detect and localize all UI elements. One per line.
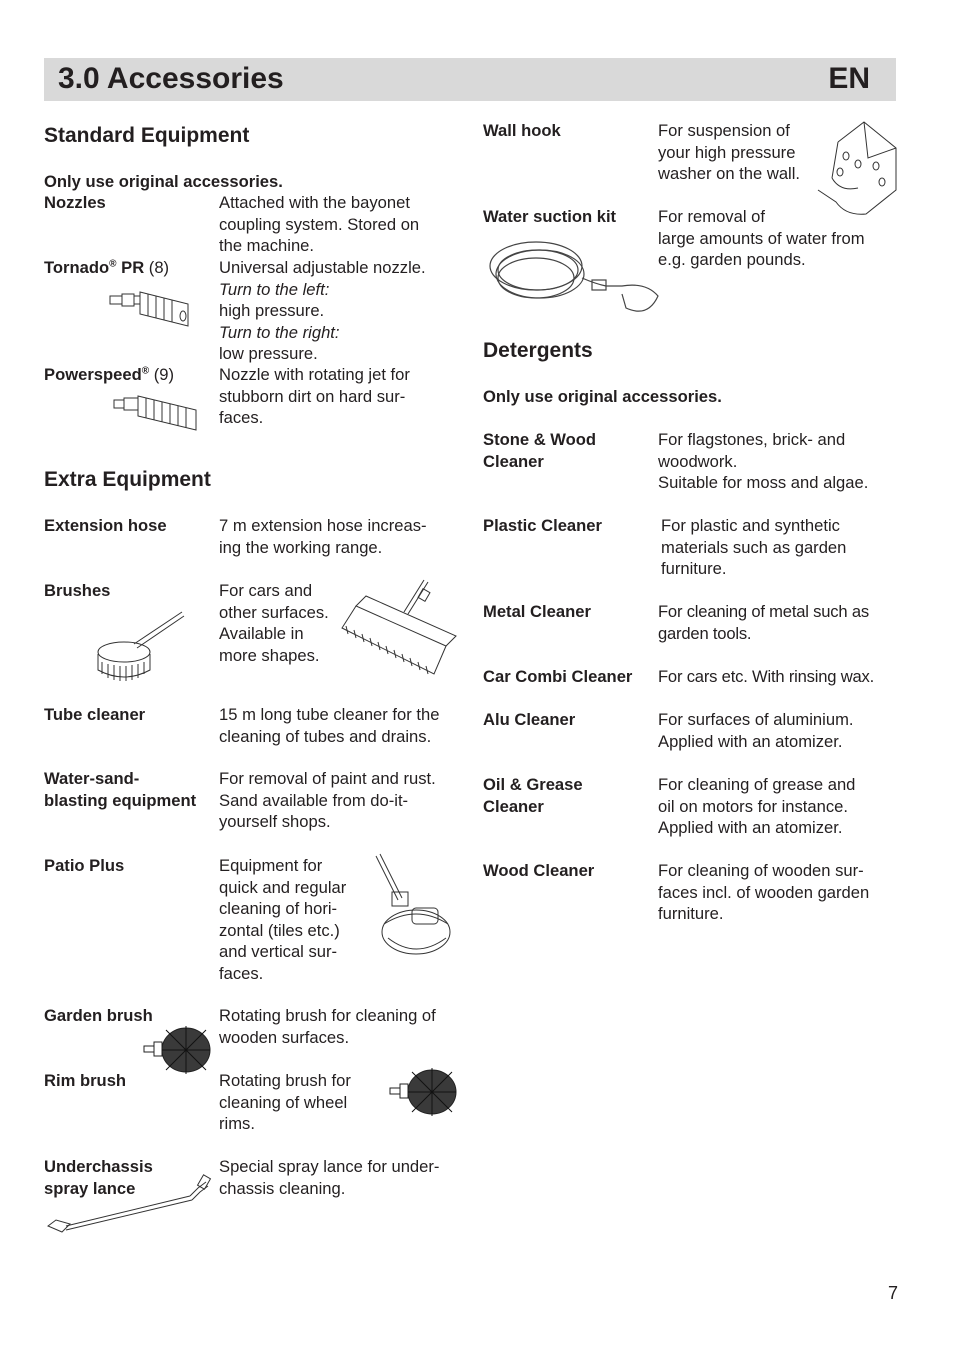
extra-item-label: Tube cleaner <box>44 705 146 724</box>
nozzles-label: Nozzles <box>44 193 106 212</box>
extra-item-label: Extension hose <box>44 516 167 535</box>
desc-line: woodwork. <box>658 451 738 471</box>
label-line: spray lance <box>44 1178 136 1198</box>
detergent-desc <box>658 774 855 839</box>
flat-brush-illustration <box>338 576 460 680</box>
wall-hook-illustration <box>812 118 902 218</box>
desc-line: materials such as garden <box>661 537 847 557</box>
desc-line: furniture. <box>658 904 724 923</box>
desc-line: stubborn dirt on hard sur- <box>219 386 406 406</box>
desc-line: faces. <box>219 963 264 983</box>
extra-item-label: Garden brush <box>44 1006 153 1025</box>
detergent-label <box>483 429 596 472</box>
detergent-desc <box>661 515 846 580</box>
desc-line: Suitable for moss and algae. <box>658 473 869 492</box>
detergent-label: Metal Cleaner <box>483 602 591 621</box>
desc-line: rims. <box>219 1114 255 1133</box>
tornado-suffix: PR <box>116 258 145 277</box>
desc-line: wooden surfaces. <box>219 1027 350 1047</box>
desc-line: Turn to the left: <box>219 279 330 299</box>
tornado-name: Tornado <box>44 258 110 277</box>
desc-line: yourself shops. <box>219 812 331 831</box>
detergent-desc <box>658 429 868 494</box>
desc-line: For flagstones, brick- and <box>658 430 846 449</box>
desc-line: low pressure. <box>219 344 318 363</box>
detergent-label: Plastic Cleaner <box>483 516 602 535</box>
detergents-note: Only use original accessories. <box>483 387 722 406</box>
desc-line: For cleaning of grease and <box>658 775 856 794</box>
section-title: 3.0 Accessories <box>58 62 284 95</box>
extra-item-desc <box>219 1156 439 1199</box>
registered-mark: ® <box>109 258 117 270</box>
powerspeed-nozzle-illustration <box>112 390 198 434</box>
desc-line: For removal of paint and rust. <box>219 769 436 788</box>
standard-note: Only use original accessories. <box>44 172 283 191</box>
desc-line: For surfaces of aluminium. <box>658 710 854 729</box>
desc-line: For removal of <box>658 207 765 226</box>
detergents-heading: Detergents <box>483 339 593 362</box>
desc-line: cleaning of wheel <box>219 1092 348 1112</box>
nozzles-desc <box>219 192 419 257</box>
wall-hook-desc <box>658 120 800 185</box>
extra-item-desc <box>219 704 439 747</box>
detergent-desc <box>658 860 869 925</box>
rim-brush-illustration <box>388 1066 460 1118</box>
extra-item-desc <box>219 515 427 558</box>
extra-item-desc <box>219 855 346 984</box>
garden-brush-illustration <box>142 1024 212 1076</box>
extra-item-desc <box>219 580 329 666</box>
desc-line: cleaning of hori- <box>219 899 338 918</box>
desc-line: coupling system. Stored on <box>219 214 420 234</box>
tornado-number: (8) <box>144 258 170 277</box>
registered-mark: ® <box>141 365 150 377</box>
extra-item-desc <box>219 1070 351 1135</box>
extra-item-label: Rim brush <box>44 1071 127 1090</box>
desc-line: For cleaning of wooden sur- <box>658 861 864 880</box>
desc-line: Available in <box>219 624 304 643</box>
desc-line: high pressure. <box>219 301 325 320</box>
desc-line: e.g. garden pounds. <box>658 250 806 269</box>
desc-line: 7 m extension hose increas- <box>219 516 427 535</box>
desc-line: Equipment for <box>219 856 323 875</box>
label-line: Cleaner <box>483 796 544 816</box>
powerspeed-name: Powerspeed <box>44 365 142 384</box>
desc-line: cleaning of tubes and drains. <box>219 726 432 746</box>
desc-line: For suspension of <box>658 121 790 140</box>
desc-line: Special spray lance for under- <box>219 1157 440 1176</box>
label-line: Water-sand- <box>44 769 140 788</box>
round-brush-illustration <box>94 608 188 684</box>
desc-line: faces incl. of wooden garden <box>658 882 870 902</box>
desc-line: Applied with an atomizer. <box>658 818 843 837</box>
desc-line: For cars etc. With rinsing wax. <box>658 667 875 686</box>
desc-line: Turn to the right: <box>219 322 340 342</box>
powerspeed-desc <box>219 364 410 429</box>
label-line: blasting equipment <box>44 790 197 810</box>
desc-line: furniture. <box>661 559 727 578</box>
spray-lance-illustration <box>42 1174 212 1240</box>
tornado-label <box>44 257 169 279</box>
patio-plus-illustration <box>372 852 460 962</box>
desc-line: Applied with an atomizer. <box>658 731 843 751</box>
desc-line: Nozzle with rotating jet for <box>219 365 410 384</box>
extra-equipment-heading: Extra Equipment <box>44 468 211 491</box>
label-line: Cleaner <box>483 451 544 471</box>
detergent-label: Car Combi Cleaner <box>483 667 633 686</box>
tornado-nozzle-illustration <box>108 286 194 328</box>
detergent-label: Wood Cleaner <box>483 861 595 880</box>
extra-item-label <box>44 768 196 811</box>
desc-line: ing the working range. <box>219 537 383 557</box>
desc-line: Rotating brush for <box>219 1071 351 1090</box>
desc-line: chassis cleaning. <box>219 1178 346 1198</box>
page-number: 7 <box>887 1283 898 1303</box>
tornado-desc <box>219 257 426 365</box>
desc-line: For cleaning of metal such as <box>658 602 869 621</box>
desc-line: faces. <box>219 408 264 427</box>
desc-line: For cars and <box>219 581 313 600</box>
suction-kit-desc <box>658 206 865 271</box>
desc-line: more shapes. <box>219 645 320 665</box>
detergent-desc <box>658 601 869 644</box>
language-code: EN <box>828 62 870 95</box>
desc-line: Attached with the bayonet <box>219 193 410 212</box>
detergent-desc <box>658 666 874 688</box>
label-line: Underchassis <box>44 1157 153 1176</box>
detergent-desc <box>658 709 854 752</box>
suction-kit-illustration <box>486 226 662 326</box>
desc-line: oil on motors for instance. <box>658 796 848 816</box>
detergent-label: Alu Cleaner <box>483 710 576 729</box>
powerspeed-label <box>44 364 174 386</box>
powerspeed-number: (9) <box>149 365 175 384</box>
desc-line: garden tools. <box>658 623 752 643</box>
extra-item-label: Brushes <box>44 581 111 600</box>
desc-line: and vertical sur- <box>219 942 338 961</box>
desc-line: large amounts of water from <box>658 228 865 248</box>
extra-item-label: Patio Plus <box>44 856 125 875</box>
section-header <box>44 58 896 101</box>
desc-line: Rotating brush for cleaning of <box>219 1006 436 1025</box>
desc-line: For plastic and synthetic <box>661 516 840 535</box>
desc-line: 15 m long tube cleaner for the <box>219 705 440 724</box>
suction-kit-label: Water suction kit <box>483 207 617 226</box>
desc-line: washer on the wall. <box>658 164 801 183</box>
desc-line: the machine. <box>219 236 315 255</box>
extra-item-desc <box>219 1005 436 1048</box>
label-line: Oil & Grease <box>483 775 583 794</box>
desc-line: quick and regular <box>219 877 347 897</box>
desc-line: Universal adjustable nozzle. <box>219 258 426 277</box>
label-line: Stone & Wood <box>483 430 597 449</box>
desc-line: other surfaces. <box>219 602 329 622</box>
detergent-label <box>483 774 583 817</box>
extra-item-desc <box>219 768 436 833</box>
wall-hook-label: Wall hook <box>483 121 561 140</box>
desc-line: zontal (tiles etc.) <box>219 920 340 940</box>
desc-line: Sand available from do-it- <box>219 790 409 810</box>
desc-line: your high pressure <box>658 142 796 162</box>
standard-equipment-heading: Standard Equipment <box>44 124 250 147</box>
